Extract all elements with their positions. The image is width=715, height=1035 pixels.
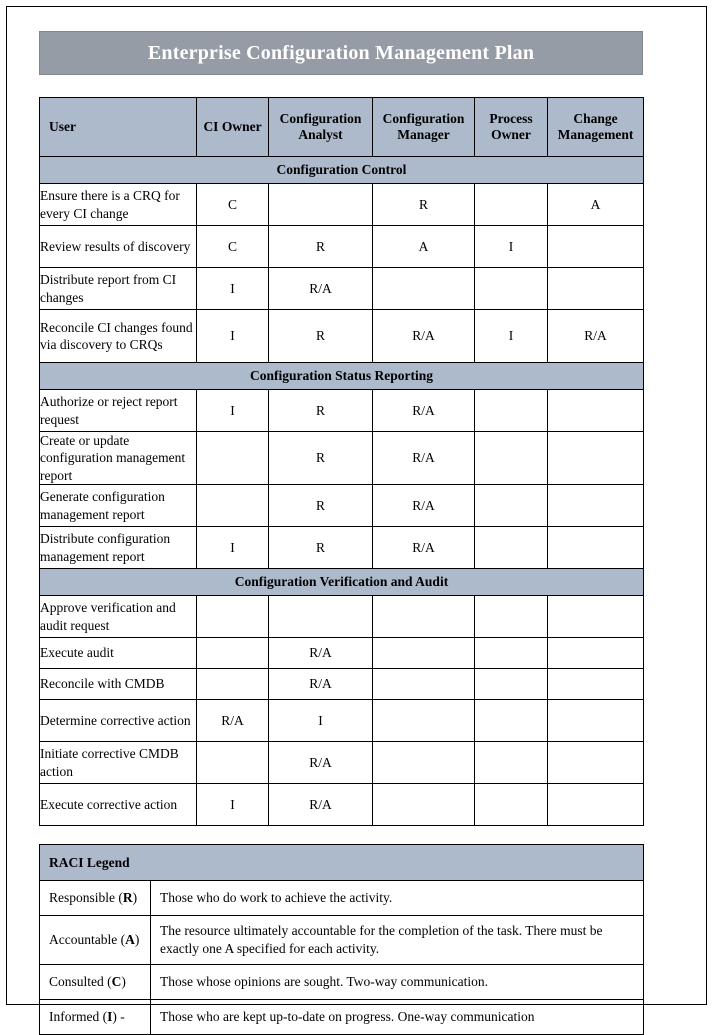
table-row <box>40 742 644 784</box>
raci-mark-cell <box>475 669 548 700</box>
section-header-row <box>40 157 644 184</box>
raci-mark-cell <box>475 638 548 669</box>
legend-term-letter: A <box>125 932 135 948</box>
legend-heading-row <box>40 845 644 881</box>
task-label: Create or update configuration management report <box>40 432 197 485</box>
raci-mark-cell: R/A <box>548 310 644 363</box>
table-row <box>40 669 644 700</box>
raci-mark-cell <box>197 669 269 700</box>
raci-mark-cell: I <box>197 784 269 826</box>
raci-mark-cell: R <box>269 485 373 527</box>
raci-mark-cell: R/A <box>373 432 475 485</box>
raci-mark-cell: I <box>197 268 269 310</box>
raci-mark-cell <box>197 596 269 638</box>
legend-term-prefix: Consulted ( <box>49 974 112 990</box>
legend-term-letter: R <box>122 890 133 906</box>
raci-mark-cell <box>197 638 269 669</box>
raci-mark-cell: R/A <box>197 700 269 742</box>
raci-mark-cell <box>548 638 644 669</box>
column-header-ci-owner: CI Owner <box>197 98 269 157</box>
table-row <box>40 432 644 485</box>
raci-mark-cell <box>373 638 475 669</box>
column-header-configuration-manager: Configuration Manager <box>373 98 475 157</box>
raci-mark-cell <box>475 390 548 432</box>
legend-term-prefix: Informed ( <box>49 1009 108 1025</box>
legend-term-prefix: Accountable ( <box>49 932 126 948</box>
table-row <box>40 485 644 527</box>
raci-mark-cell <box>475 596 548 638</box>
raci-mark-cell <box>475 700 548 742</box>
raci-mark-cell <box>197 432 269 485</box>
raci-mark-cell: I <box>475 310 548 363</box>
raci-mark-cell: R <box>269 527 373 569</box>
raci-mark-cell <box>548 268 644 310</box>
legend-description: Those who do work to achieve the activity. <box>151 881 644 916</box>
raci-mark-cell <box>373 669 475 700</box>
raci-mark-cell <box>197 485 269 527</box>
task-label: Determine corrective action <box>40 700 197 742</box>
section-header-label: Configuration Control <box>40 157 644 184</box>
raci-mark-cell <box>475 784 548 826</box>
task-label: Execute corrective action <box>40 784 197 826</box>
raci-table-head <box>40 98 644 157</box>
task-label: Review results of discovery <box>40 226 197 268</box>
task-label: Authorize or reject report request <box>40 390 197 432</box>
raci-mark-cell <box>475 184 548 226</box>
raci-mark-cell: I <box>197 310 269 363</box>
raci-mark-cell <box>475 268 548 310</box>
raci-mark-cell <box>373 784 475 826</box>
section-header-label: Configuration Verification and Audit <box>40 569 644 596</box>
legend-term-suffix: ) <box>132 890 138 906</box>
raci-mark-cell: C <box>197 226 269 268</box>
legend-term-suffix: ) <box>121 974 126 990</box>
raci-mark-cell <box>475 485 548 527</box>
table-row <box>40 310 644 363</box>
legend-description: Those who are kept up-to-date on progress. One-way communication <box>151 1000 644 1035</box>
raci-mark-cell <box>475 742 548 784</box>
raci-mark-cell: R <box>373 184 475 226</box>
task-label: Approve verification and audit request <box>40 596 197 638</box>
raci-mark-cell <box>269 596 373 638</box>
raci-legend-body <box>40 845 644 1035</box>
legend-term <box>40 916 151 965</box>
table-row <box>40 390 644 432</box>
section-header-label: Configuration Status Reporting <box>40 363 644 390</box>
raci-mark-cell: R/A <box>269 669 373 700</box>
task-label: Execute audit <box>40 638 197 669</box>
table-row <box>40 784 644 826</box>
raci-mark-cell <box>548 527 644 569</box>
raci-mark-cell: A <box>548 184 644 226</box>
raci-mark-cell <box>548 784 644 826</box>
legend-row <box>40 916 644 965</box>
raci-mark-cell <box>373 596 475 638</box>
raci-mark-cell <box>548 390 644 432</box>
raci-mark-cell <box>475 527 548 569</box>
raci-mark-cell: C <box>197 184 269 226</box>
legend-term-prefix: Responsible ( <box>49 890 123 906</box>
legend-row <box>40 881 644 916</box>
column-header-change-management: Change Management <box>548 98 644 157</box>
legend-heading: RACI Legend <box>40 845 644 881</box>
raci-mark-cell <box>548 669 644 700</box>
raci-mark-cell <box>548 742 644 784</box>
raci-mark-cell <box>548 432 644 485</box>
table-row <box>40 226 644 268</box>
raci-mark-cell: R/A <box>373 310 475 363</box>
task-label: Reconcile CI changes found via discovery to CRQs <box>40 310 197 363</box>
legend-term <box>40 881 151 916</box>
page-title: Enterprise Configuration Management Plan <box>147 41 535 64</box>
column-header-user: User <box>40 98 197 157</box>
column-header-configuration-analyst: Configuration Analyst <box>269 98 373 157</box>
task-label: Reconcile with CMDB <box>40 669 197 700</box>
raci-mark-cell <box>548 596 644 638</box>
section-header-row <box>40 363 644 390</box>
legend-term-letter: C <box>111 974 122 990</box>
table-row <box>40 700 644 742</box>
raci-mark-cell: R/A <box>269 268 373 310</box>
raci-mark-cell: I <box>197 527 269 569</box>
page-frame <box>6 6 707 1025</box>
raci-mark-cell <box>269 184 373 226</box>
raci-mark-cell: R <box>269 310 373 363</box>
raci-mark-cell: R <box>269 390 373 432</box>
raci-mark-cell <box>475 432 548 485</box>
raci-mark-cell: R/A <box>373 485 475 527</box>
task-label: Distribute report from CI changes <box>40 268 197 310</box>
raci-mark-cell <box>373 700 475 742</box>
raci-mark-cell: R <box>269 432 373 485</box>
raci-mark-cell: R/A <box>373 527 475 569</box>
document-title-bar <box>39 31 643 75</box>
legend-term-suffix: ) - <box>112 1009 125 1025</box>
raci-table-body <box>40 157 644 826</box>
document-sheet <box>39 31 643 1035</box>
legend-description: Those whose opinions are sought. Two-way communication. <box>151 965 644 1000</box>
raci-mark-cell <box>548 485 644 527</box>
table-row <box>40 596 644 638</box>
raci-mark-cell: I <box>269 700 373 742</box>
table-row <box>40 638 644 669</box>
table-row <box>40 527 644 569</box>
raci-mark-cell: R/A <box>269 742 373 784</box>
raci-mark-cell <box>548 700 644 742</box>
task-label: Initiate corrective CMDB action <box>40 742 197 784</box>
legend-term-suffix: ) <box>134 932 140 948</box>
raci-mark-cell: R/A <box>373 390 475 432</box>
legend-row <box>40 965 644 1000</box>
raci-mark-cell: I <box>475 226 548 268</box>
legend-term <box>40 1000 151 1035</box>
raci-mark-cell: I <box>197 390 269 432</box>
raci-mark-cell <box>373 742 475 784</box>
column-header-process-owner: Process Owner <box>475 98 548 157</box>
raci-mark-cell: R/A <box>269 638 373 669</box>
raci-mark-cell <box>197 742 269 784</box>
table-row <box>40 268 644 310</box>
raci-mark-cell: R/A <box>269 784 373 826</box>
raci-mark-cell <box>373 268 475 310</box>
legend-term-letter: I <box>107 1009 113 1025</box>
legend-term <box>40 965 151 1000</box>
table-row <box>40 184 644 226</box>
legend-row <box>40 1000 644 1035</box>
raci-header-row <box>40 98 644 157</box>
raci-mark-cell: R <box>269 226 373 268</box>
section-header-row <box>40 569 644 596</box>
raci-matrix-table <box>39 97 644 826</box>
task-label: Distribute configuration management report <box>40 527 197 569</box>
raci-mark-cell <box>548 226 644 268</box>
task-label: Generate configuration management report <box>40 485 197 527</box>
task-label: Ensure there is a CRQ for every CI change <box>40 184 197 226</box>
raci-legend-table <box>39 844 644 1035</box>
legend-description: The resource ultimately accountable for the completion of the task. There must be exactly one A specified for each activity. <box>151 916 644 965</box>
raci-mark-cell: A <box>373 226 475 268</box>
